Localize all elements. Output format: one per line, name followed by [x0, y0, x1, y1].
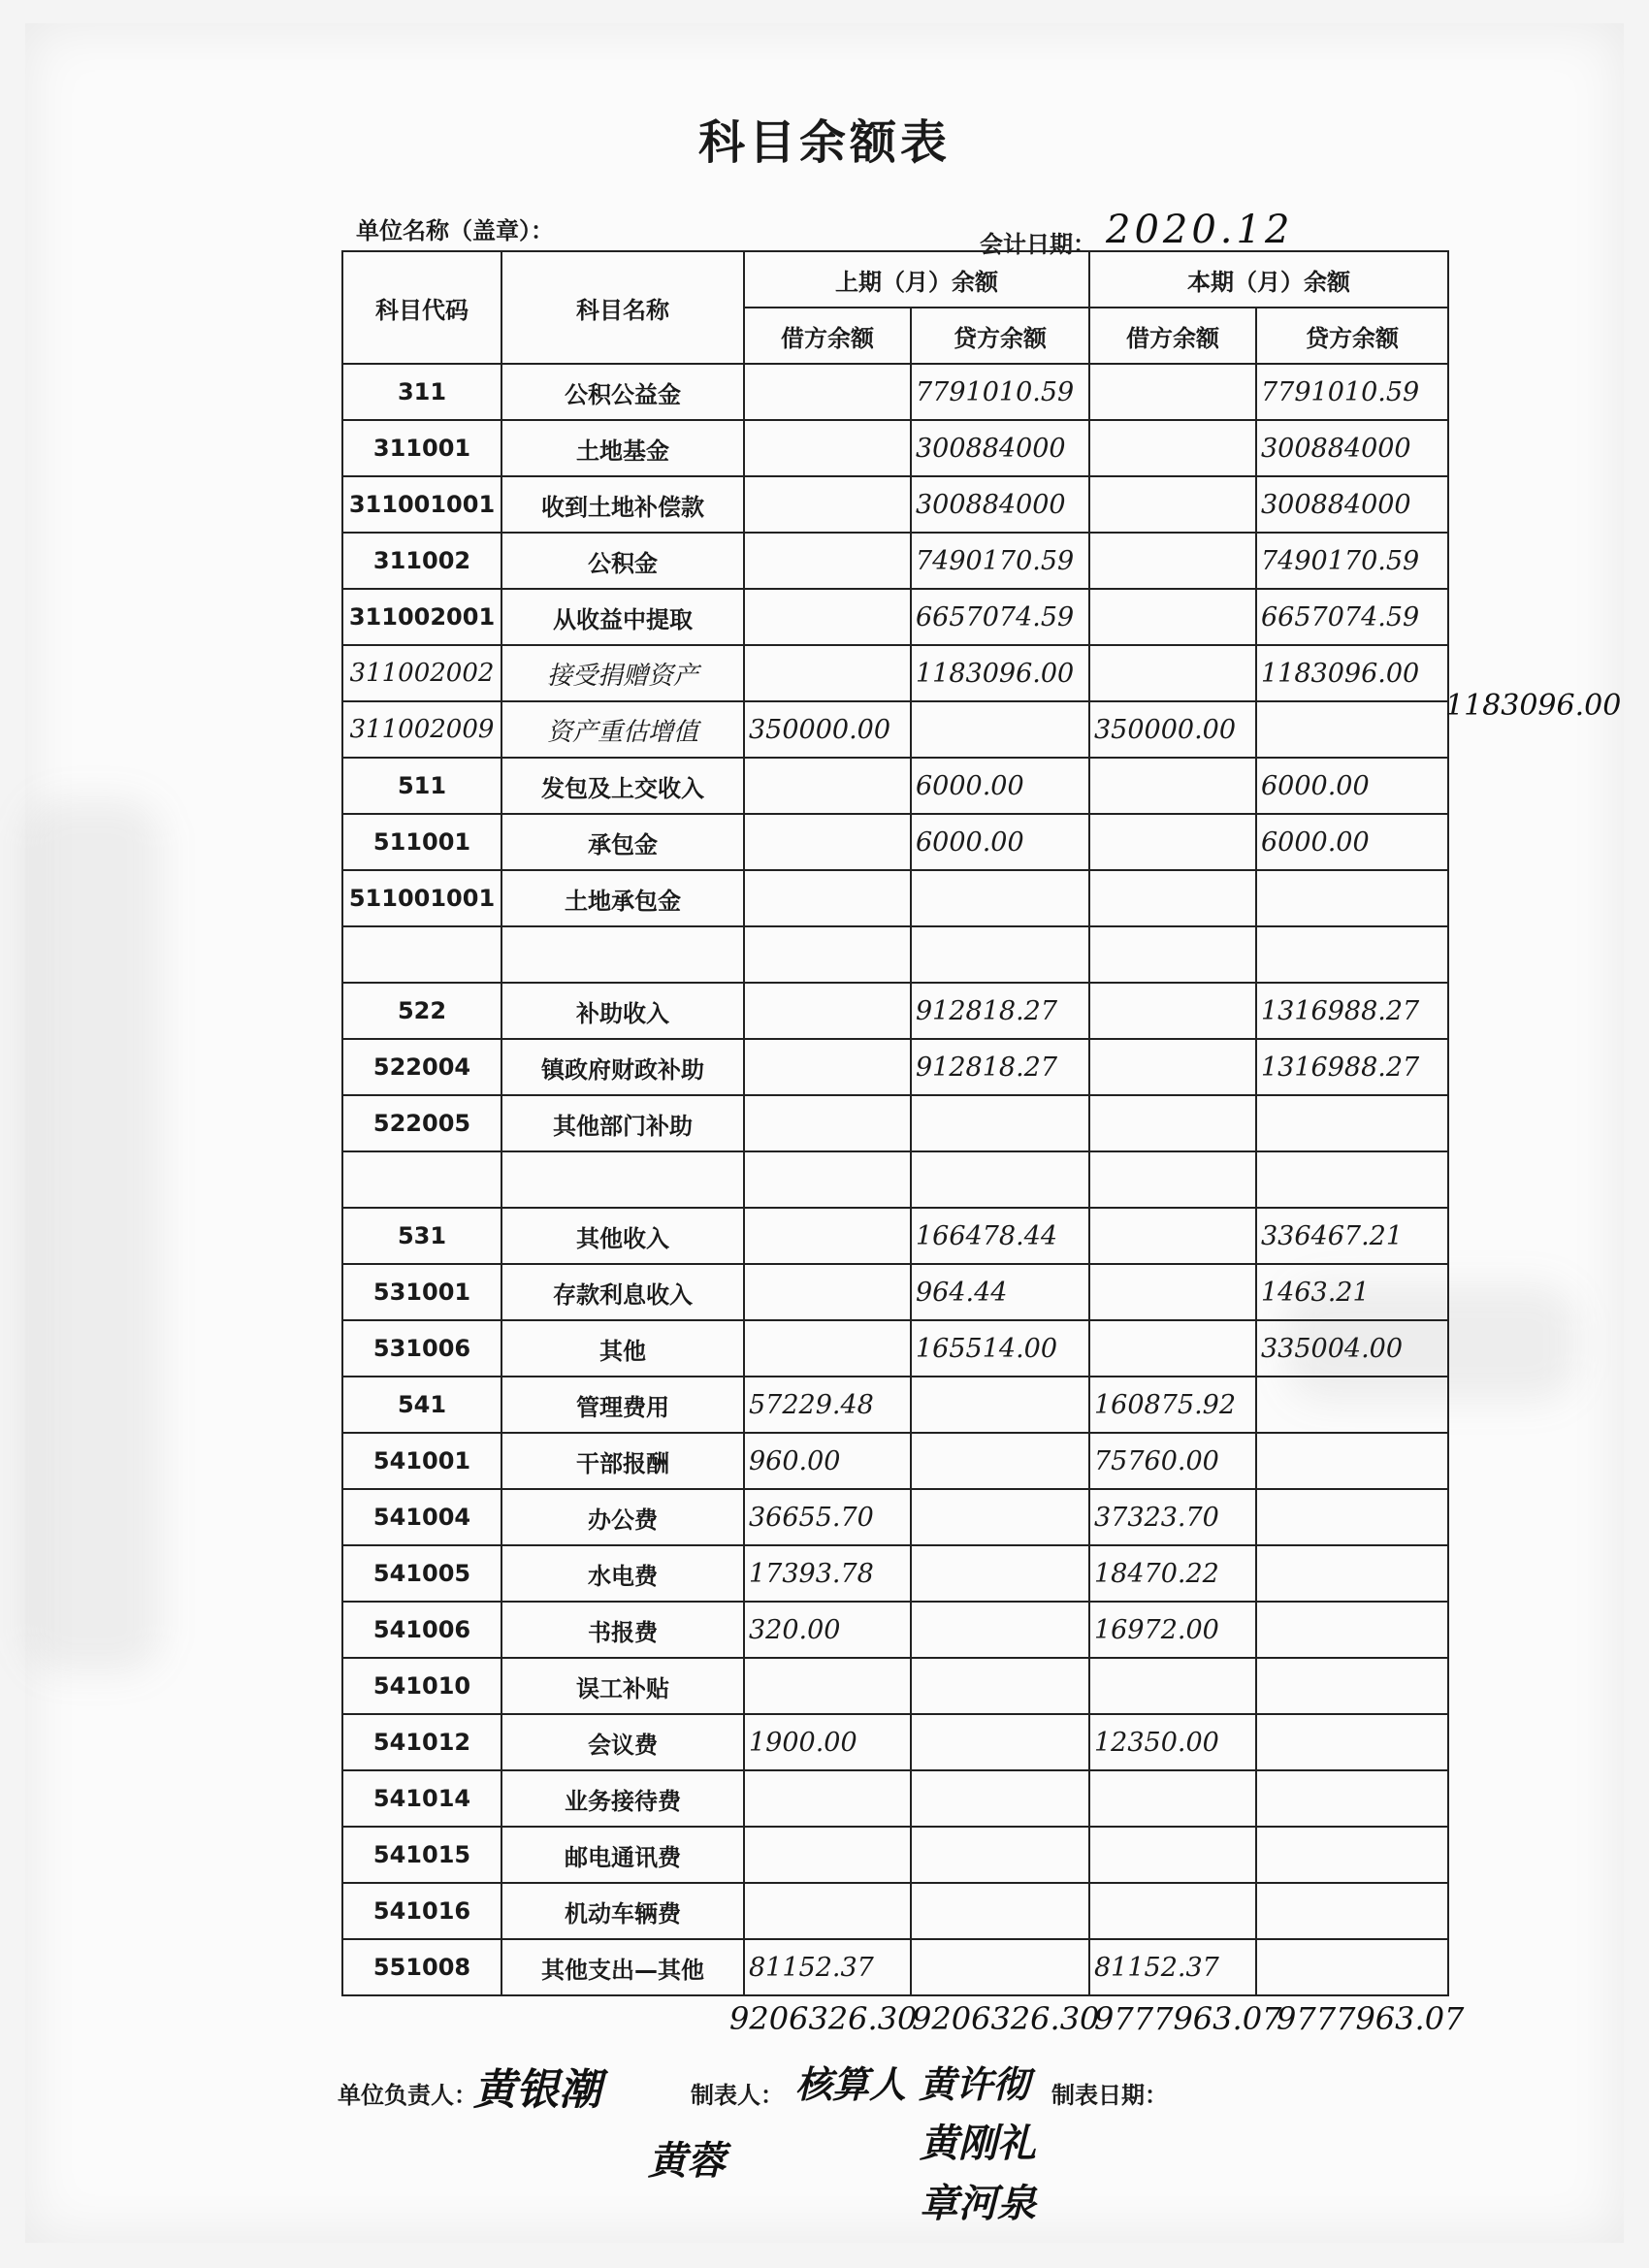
prev-credit-amount: [911, 1714, 1089, 1770]
account-code: 551008: [342, 1939, 501, 1995]
curr-debit-amount: [1089, 1883, 1256, 1939]
curr-credit-amount: 7791010.59: [1256, 364, 1448, 420]
curr-credit-amount: [1256, 870, 1448, 926]
curr-credit-amount: 1316988.27: [1256, 983, 1448, 1039]
curr-credit-amount: [1256, 1095, 1448, 1151]
curr-credit-amount: 336467.21: [1256, 1208, 1448, 1264]
document-title: 科目余额表: [697, 115, 951, 170]
prev-credit-amount: [911, 1433, 1089, 1489]
curr-credit-amount: [1256, 1545, 1448, 1602]
curr-debit-amount: [1089, 758, 1256, 814]
curr-credit-amount: [1256, 1377, 1448, 1433]
curr-credit-amount: 1463.21: [1256, 1264, 1448, 1320]
curr-credit-amount: [1256, 1489, 1448, 1545]
curr-credit-amount: 7490170.59: [1256, 533, 1448, 589]
account-code: 511: [342, 758, 501, 814]
prev-credit-amount: [911, 1658, 1089, 1714]
curr-debit-amount: 160875.92: [1089, 1377, 1256, 1433]
header-curr-period: 本期（月）余额: [1089, 251, 1448, 308]
prev-debit-amount: 960.00: [744, 1433, 911, 1489]
prev-credit-amount: 964.44: [911, 1264, 1089, 1320]
account-code: 531006: [342, 1320, 501, 1377]
extra-signature-3: 章河泉: [920, 2181, 1036, 2226]
table-row: [342, 1827, 1448, 1883]
table-row: [342, 926, 1448, 983]
curr-debit-amount: 37323.70: [1089, 1489, 1256, 1545]
prev-debit-amount: [744, 476, 911, 533]
total-curr-debit: 9777963.07: [1094, 2000, 1282, 2037]
scan-shadow: [25, 799, 161, 1672]
header-prev-credit: 贷方余额: [911, 308, 1089, 364]
prev-credit-amount: [911, 1489, 1089, 1545]
preparer-signature: 核算人 黄许彻: [795, 2062, 1030, 2106]
table-row: [342, 1883, 1448, 1939]
table-row: [342, 1208, 1448, 1264]
table-row: [342, 364, 1448, 420]
curr-credit-amount: [1256, 1939, 1448, 1995]
prev-credit-amount: [911, 1827, 1089, 1883]
curr-debit-amount: 12350.00: [1089, 1714, 1256, 1770]
account-name: 收到土地补偿款: [501, 476, 744, 533]
prev-debit-amount: [744, 1039, 911, 1095]
curr-debit-amount: [1089, 645, 1256, 701]
prev-debit-amount: [744, 645, 911, 701]
account-code: 511001001: [342, 870, 501, 926]
curr-debit-amount: [1089, 364, 1256, 420]
curr-debit-amount: [1089, 420, 1256, 476]
account-code: 311001: [342, 420, 501, 476]
account-name: 其他部门补助: [501, 1095, 744, 1151]
curr-credit-amount: 1183096.00: [1256, 645, 1448, 701]
curr-credit-amount: [1256, 1658, 1448, 1714]
account-name: [501, 926, 744, 983]
account-name: 其他收入: [501, 1208, 744, 1264]
table-row: [342, 1489, 1448, 1545]
prev-credit-amount: 300884000: [911, 476, 1089, 533]
table-row: [342, 420, 1448, 476]
account-code: 531: [342, 1208, 501, 1264]
prev-credit-amount: 6657074.59: [911, 589, 1089, 645]
prev-credit-amount: [911, 1545, 1089, 1602]
account-code: [342, 1151, 501, 1208]
curr-debit-amount: [1089, 1151, 1256, 1208]
account-name: 机动车辆费: [501, 1883, 744, 1939]
curr-debit-amount: [1089, 983, 1256, 1039]
prev-credit-amount: 7490170.59: [911, 533, 1089, 589]
account-name: 水电费: [501, 1545, 744, 1602]
prev-debit-amount: [744, 1095, 911, 1151]
curr-credit-amount: 335004.00: [1256, 1320, 1448, 1377]
table-row: [342, 758, 1448, 814]
curr-debit-amount: 75760.00: [1089, 1433, 1256, 1489]
account-name: 土地基金: [501, 420, 744, 476]
account-code: 522005: [342, 1095, 501, 1151]
curr-credit-amount: 6000.00: [1256, 758, 1448, 814]
prev-debit-amount: [744, 1151, 911, 1208]
account-code: 511001: [342, 814, 501, 870]
extra-signature-1: 黄蓉: [648, 2138, 726, 2184]
prev-debit-amount: [744, 870, 911, 926]
prep-date-label: 制表日期：: [1051, 2082, 1168, 2109]
curr-debit-amount: 81152.37: [1089, 1939, 1256, 1995]
account-code: 541001: [342, 1433, 501, 1489]
account-code: 541006: [342, 1602, 501, 1658]
responsible-signature: 黄银潮: [473, 2065, 601, 2115]
prev-debit-amount: 1900.00: [744, 1714, 911, 1770]
curr-debit-amount: [1089, 814, 1256, 870]
curr-credit-amount: [1256, 1827, 1448, 1883]
prev-debit-amount: [744, 1264, 911, 1320]
accounting-date-label: 会计日期：: [980, 231, 1096, 258]
prev-debit-amount: 350000.00: [744, 701, 911, 758]
table-row: [342, 1770, 1448, 1827]
table-row: [342, 701, 1448, 758]
prev-credit-amount: 165514.00: [911, 1320, 1089, 1377]
curr-credit-amount: [1256, 701, 1448, 758]
curr-debit-amount: [1089, 870, 1256, 926]
account-name: 从收益中提取: [501, 589, 744, 645]
prev-credit-amount: 1183096.00: [911, 645, 1089, 701]
table-row: [342, 983, 1448, 1039]
account-code: 311002001: [342, 589, 501, 645]
account-code: 311001001: [342, 476, 501, 533]
header-curr-debit: 借方余额: [1089, 308, 1256, 364]
prev-credit-amount: 300884000: [911, 420, 1089, 476]
prev-debit-amount: 36655.70: [744, 1489, 911, 1545]
curr-debit-amount: [1089, 1827, 1256, 1883]
account-name: 存款利息收入: [501, 1264, 744, 1320]
account-name: 补助收入: [501, 983, 744, 1039]
curr-credit-amount: 6657074.59: [1256, 589, 1448, 645]
margin-note-amount: 1183096.00: [1445, 689, 1622, 723]
prev-credit-amount: 912818.27: [911, 983, 1089, 1039]
account-name: 管理费用: [501, 1377, 744, 1433]
curr-credit-amount: 300884000: [1256, 476, 1448, 533]
prev-debit-amount: [744, 1658, 911, 1714]
header-prev-debit: 借方余额: [744, 308, 911, 364]
account-code: 541014: [342, 1770, 501, 1827]
account-code: 311002: [342, 533, 501, 589]
table-row: [342, 1433, 1448, 1489]
prev-credit-amount: [911, 926, 1089, 983]
header-name: 科目名称: [501, 251, 744, 364]
table-row: [342, 476, 1448, 533]
account-name: 办公费: [501, 1489, 744, 1545]
curr-credit-amount: [1256, 1770, 1448, 1827]
prev-debit-amount: [744, 1827, 911, 1883]
prev-debit-amount: [744, 1208, 911, 1264]
curr-debit-amount: [1089, 1770, 1256, 1827]
balance-table: [341, 250, 1449, 1996]
account-name: 土地承包金: [501, 870, 744, 926]
curr-credit-amount: [1256, 926, 1448, 983]
table-row: [342, 1658, 1448, 1714]
curr-credit-amount: [1256, 1151, 1448, 1208]
prev-debit-amount: [744, 1883, 911, 1939]
curr-debit-amount: [1089, 1208, 1256, 1264]
extra-signature-2: 黄刚礼: [920, 2121, 1036, 2166]
prev-debit-amount: [744, 1320, 911, 1377]
account-name: 公积公益金: [501, 364, 744, 420]
curr-debit-amount: [1089, 1320, 1256, 1377]
curr-debit-amount: [1089, 1658, 1256, 1714]
prev-debit-amount: [744, 420, 911, 476]
preparer-label: 制表人：: [691, 2082, 784, 2109]
table-row: [342, 1095, 1448, 1151]
account-name: 资产重估增值: [501, 701, 744, 758]
curr-debit-amount: [1089, 1095, 1256, 1151]
account-code: [342, 926, 501, 983]
account-code: 541010: [342, 1658, 501, 1714]
account-code: 522004: [342, 1039, 501, 1095]
table-row: [342, 1264, 1448, 1320]
prev-credit-amount: 912818.27: [911, 1039, 1089, 1095]
table-row: [342, 1602, 1448, 1658]
prev-debit-amount: [744, 983, 911, 1039]
table-row: [342, 1714, 1448, 1770]
prev-credit-amount: 6000.00: [911, 814, 1089, 870]
table-row: [342, 1377, 1448, 1433]
prev-credit-amount: [911, 1151, 1089, 1208]
responsible-label: 单位负责人：: [338, 2082, 477, 2109]
table-row: [342, 814, 1448, 870]
prev-debit-amount: [744, 758, 911, 814]
curr-debit-amount: [1089, 533, 1256, 589]
curr-credit-amount: 300884000: [1256, 420, 1448, 476]
prev-debit-amount: 320.00: [744, 1602, 911, 1658]
total-prev-credit: 9206326.30: [912, 2000, 1100, 2037]
curr-credit-amount: 1316988.27: [1256, 1039, 1448, 1095]
account-code: 541016: [342, 1883, 501, 1939]
prev-credit-amount: [911, 701, 1089, 758]
curr-debit-amount: 18470.22: [1089, 1545, 1256, 1602]
curr-debit-amount: [1089, 589, 1256, 645]
account-code: 541: [342, 1377, 501, 1433]
prev-debit-amount: 81152.37: [744, 1939, 911, 1995]
account-name: 干部报酬: [501, 1433, 744, 1489]
table-row: [342, 1320, 1448, 1377]
header-curr-credit: 贷方余额: [1256, 308, 1448, 364]
prev-credit-amount: [911, 1770, 1089, 1827]
curr-credit-amount: [1256, 1602, 1448, 1658]
account-name: 承包金: [501, 814, 744, 870]
account-name: 业务接待费: [501, 1770, 744, 1827]
table-row: [342, 1939, 1448, 1995]
prev-debit-amount: [744, 533, 911, 589]
curr-debit-amount: 16972.00: [1089, 1602, 1256, 1658]
account-name: 误工补贴: [501, 1658, 744, 1714]
accounting-date-value: 2020.12: [1106, 208, 1294, 252]
account-name: 其他: [501, 1320, 744, 1377]
curr-credit-amount: [1256, 1883, 1448, 1939]
table-row: [342, 1039, 1448, 1095]
total-prev-debit: 9206326.30: [729, 2000, 918, 2037]
header-code: 科目代码: [342, 251, 501, 364]
account-code: 541012: [342, 1714, 501, 1770]
prev-debit-amount: 57229.48: [744, 1377, 911, 1433]
table-row: [342, 589, 1448, 645]
curr-credit-amount: [1256, 1714, 1448, 1770]
account-code: 311002002: [342, 645, 501, 701]
prev-credit-amount: [911, 1939, 1089, 1995]
account-name: 接受捐赠资产: [501, 645, 744, 701]
account-name: 发包及上交收入: [501, 758, 744, 814]
account-name: 会议费: [501, 1714, 744, 1770]
account-code: 311002009: [342, 701, 501, 758]
unit-name-label: 单位名称（盖章）：: [356, 217, 554, 244]
prev-credit-amount: [911, 870, 1089, 926]
account-name: 其他支出—其他: [501, 1939, 744, 1995]
account-name: 书报费: [501, 1602, 744, 1658]
prev-credit-amount: [911, 1602, 1089, 1658]
prev-debit-amount: [744, 1770, 911, 1827]
account-name: 邮电通讯费: [501, 1827, 744, 1883]
account-code: 522: [342, 983, 501, 1039]
prev-debit-amount: [744, 589, 911, 645]
curr-credit-amount: [1256, 1433, 1448, 1489]
table-row: [342, 1151, 1448, 1208]
prev-credit-amount: 7791010.59: [911, 364, 1089, 420]
account-code: 541004: [342, 1489, 501, 1545]
curr-debit-amount: [1089, 1039, 1256, 1095]
curr-credit-amount: 6000.00: [1256, 814, 1448, 870]
prev-debit-amount: [744, 814, 911, 870]
table-row: [342, 533, 1448, 589]
account-name: [501, 1151, 744, 1208]
curr-debit-amount: [1089, 1264, 1256, 1320]
header-prev-period: 上期（月）余额: [744, 251, 1089, 308]
prev-credit-amount: [911, 1095, 1089, 1151]
account-code: 541015: [342, 1827, 501, 1883]
prev-debit-amount: [744, 926, 911, 983]
account-code: 541005: [342, 1545, 501, 1602]
account-code: 311: [342, 364, 501, 420]
table-row: [342, 870, 1448, 926]
prev-debit-amount: [744, 364, 911, 420]
account-name: 镇政府财政补助: [501, 1039, 744, 1095]
total-curr-credit: 9777963.07: [1277, 2000, 1465, 2037]
curr-debit-amount: 350000.00: [1089, 701, 1256, 758]
account-name: 公积金: [501, 533, 744, 589]
account-code: 531001: [342, 1264, 501, 1320]
prev-credit-amount: 6000.00: [911, 758, 1089, 814]
prev-credit-amount: [911, 1883, 1089, 1939]
table-row: [342, 645, 1448, 701]
table-row: [342, 1545, 1448, 1602]
prev-credit-amount: 166478.44: [911, 1208, 1089, 1264]
curr-debit-amount: [1089, 476, 1256, 533]
prev-debit-amount: 17393.78: [744, 1545, 911, 1602]
curr-debit-amount: [1089, 926, 1256, 983]
prev-credit-amount: [911, 1377, 1089, 1433]
